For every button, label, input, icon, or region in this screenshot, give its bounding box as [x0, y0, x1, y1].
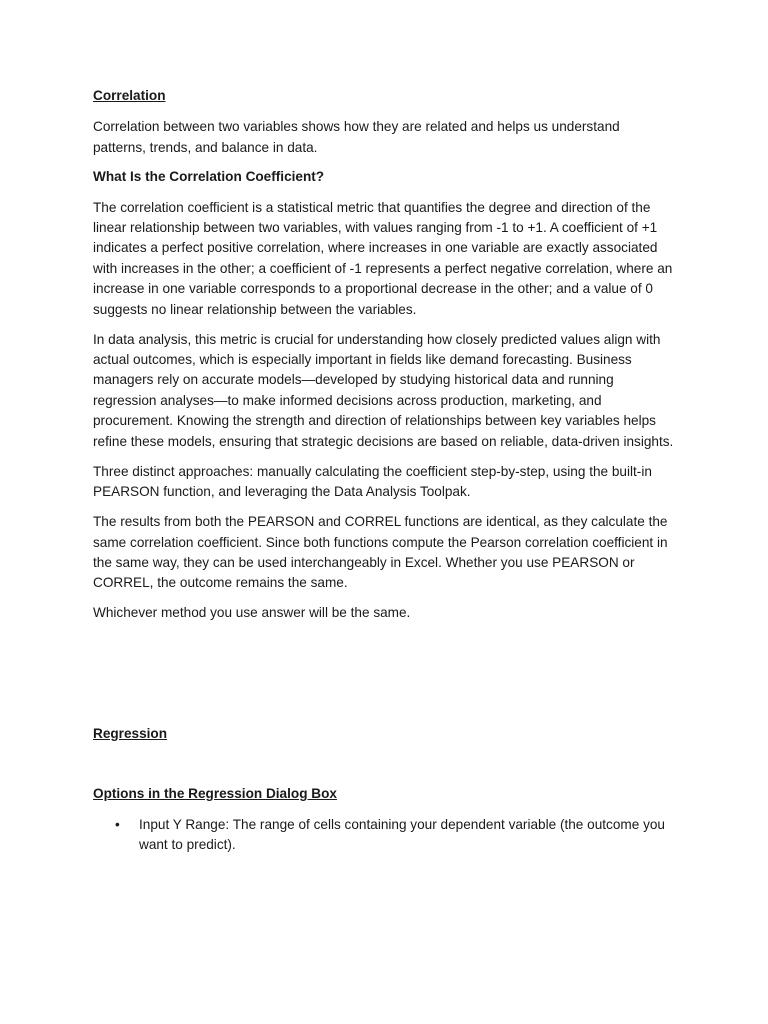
bullet-icon: •	[115, 816, 120, 832]
correlation-heading: Correlation	[93, 88, 166, 103]
list-item-text: Input Y Range: The range of cells containing your dependent variable (the outcome you want to predict).	[139, 816, 665, 852]
same-answer-paragraph: Whichever method you use answer will be the same.	[93, 605, 411, 621]
document-page	[93, 86, 675, 855]
coefficient-definition-paragraph: The correlation coefficient is a statistical metric that quantifies the degree and direction of the linear relationship between two variables, with values ranging from -1 to +1. A coefficient of +1 indicates a perfect positive correlation, where increases in one variable are exactly associated with increases in the other; a coefficient of -1 represents a perfect negative correlation, where an increase in one variable corresponds to a proportional decrease in the other; and a value of 0 suggests no linear relationship between the variables.	[93, 199, 673, 317]
regression-heading: Regression	[93, 725, 168, 741]
regression-options-subheading: Options in the Regression Dialog Box	[93, 786, 337, 802]
list-item	[93, 815, 675, 856]
regression-options-list	[93, 815, 675, 856]
data-analysis-paragraph: In data analysis, this metric is crucial for understanding how closely predicted values align with actual outcomes, which is especially important in fields like demand forecasting. Business managers rely on accurate models—developed by studying historical data and running regression analyses—to make informed decisions across production, marketing, and procurement. Knowing the strength and direction of relationships between key variables helps refine these models, ensuring that strategic decisions are based on reliable, data-driven insights.	[93, 331, 674, 449]
correlation-coefficient-subheading: What Is the Correlation Coefficient?	[93, 169, 325, 185]
approaches-paragraph: Three distinct approaches: manually calculating the coefficient step-by-step, using the built-in PEARSON function, and leveraging the Data Analysis Toolpak.	[93, 463, 652, 500]
pearson-correl-paragraph: The results from both the PEARSON and CORREL functions are identical, as they calculate the same correlation coefficient. Since both functions compute the Pearson correlation coefficient in the same way, they can be used interchangeably in Excel. Whether you use PEARSON or CORREL, the outcome remains the same.	[93, 514, 668, 591]
correlation-intro: Correlation between two variables shows how they are related and helps us understand patterns, trends, and balance in data.	[93, 119, 620, 155]
